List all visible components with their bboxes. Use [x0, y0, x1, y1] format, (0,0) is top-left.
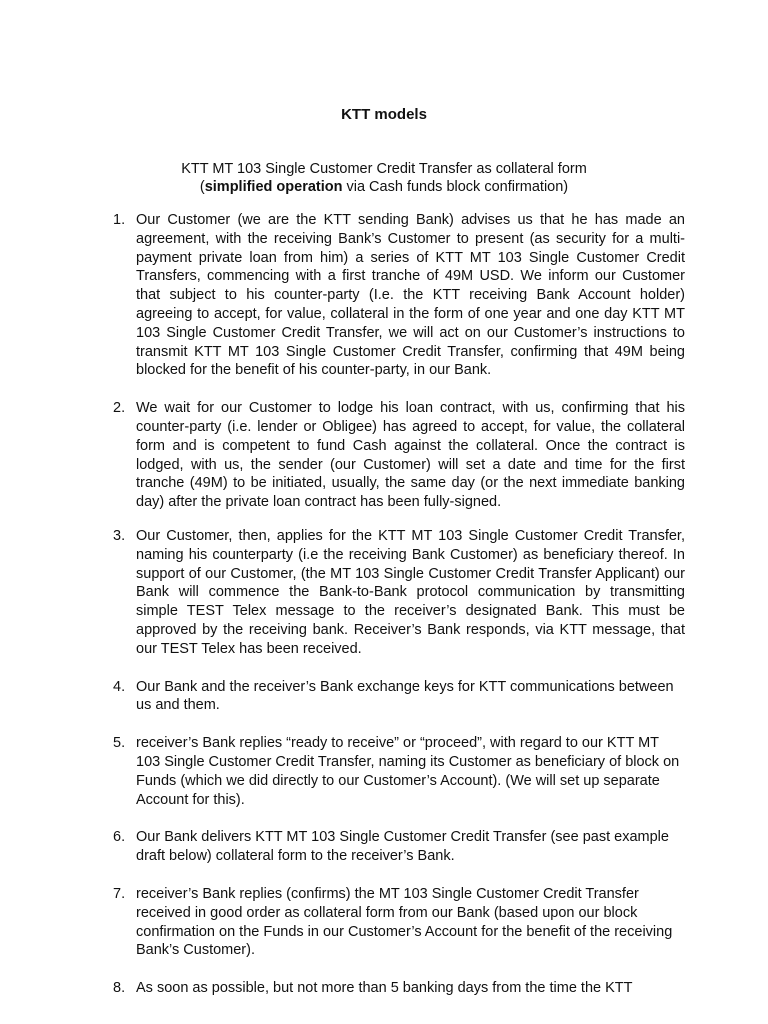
numbered-list	[0, 211, 768, 998]
subtitle-rest: via Cash funds block confirmation)	[342, 179, 569, 195]
list-item	[0, 211, 685, 380]
list-item-number: 1.	[113, 212, 126, 228]
document-title: KTT models	[341, 106, 427, 123]
list-item-text: Our Bank delivers KTT MT 103 Single Customer Credit Transfer (see past example draft below) collateral form to the receiver’s Bank.	[136, 829, 669, 865]
list-item	[0, 885, 685, 960]
list-item-text: Our Customer (we are the KTT sending Bank) advises us that he has made an agreement, with the receiving Bank’s Customer to present (as security for a multi-payment private loan from him) a series of KTT MT 103 Single Customer Credit Transfers, commencing with a first tranche of 49M USD. We inform our Customer that subject to his counter-party (I.e. the KTT receiving Bank Account holder) agreeing to accept, for value, collateral in the form of one year and one day KTT MT 103 Single Customer Credit Transfer, we will act on our Customer’s instructions to transmit KTT MT 103 Single Customer Credit Transfer, confirming that 49M being blocked for the benefit of his counter-party, in our Bank.	[136, 212, 685, 379]
subtitle-bold-text: simplified operation	[204, 179, 343, 195]
list-item-number: 2.	[113, 400, 126, 417]
document-subtitle	[0, 160, 768, 196]
list-item-text: Our Bank and the receiver’s Bank exchange keys for KTT communications between us and them.	[136, 678, 674, 714]
list-item	[0, 979, 685, 998]
list-item	[0, 828, 685, 866]
list-item	[0, 527, 685, 659]
list-item-number: 7.	[113, 885, 126, 902]
list-item-number: 5.	[113, 735, 126, 752]
list-item-number: 6.	[113, 829, 126, 846]
list-item-number: 4.	[113, 678, 126, 695]
subtitle-line-1: KTT MT 103 Single Customer Credit Transfer as collateral form	[181, 161, 587, 177]
list-item-number: 3.	[113, 527, 126, 544]
list-item-text: We wait for our Customer to lodge his loan contract, with us, confirming that his counter-party (i.e. lender or Obligee) has agreed to accept, for value, the collateral form and is competent to fund Cash against the collateral. Once the contract is lodged, with us, the sender (our Customer) will set a date and time for the first tranche (49M) to be initiated, usually, the same day (or the next immediate banking day) after the private loan contract has been fully-signed.	[136, 400, 685, 511]
list-item	[0, 399, 685, 512]
list-item	[0, 734, 685, 809]
subtitle-open-paren: (	[199, 179, 205, 195]
list-item-text: receiver’s Bank replies (confirms) the MT 103 Single Customer Credit Transfer received in good order as collateral form from our Bank (based upon our block confirmation on the Funds in our Customer’s Account for the benefit of the receiving Bank’s Customer).	[136, 885, 673, 959]
list-item-text: receiver’s Bank replies “ready to receive” or “proceed”, with regard to our KTT MT 103 Single Customer Credit Transfer, naming its Customer as beneficiary of block on Funds (which we did directly to our Customer’s Account). (We will set up separate Account for this).	[136, 735, 680, 808]
subtitle-line-2	[0, 178, 768, 196]
list-item-text: Our Customer, then, applies for the KTT MT 103 Single Customer Credit Transfer, naming his counterparty (i.e the receiving Bank Customer) as beneficiary thereof. In support of our Customer, (the MT 103 Single Customer Credit Transfer Applicant) our Bank will commence the Bank-to-Bank protocol communication by transmitting simple TEST Telex message to the receiver’s designated Bank. This must be approved by the receiving bank. Receiver’s Bank responds, via KTT message, that our TEST Telex has been received.	[136, 527, 685, 657]
list-item-text: As soon as possible, but not more than 5 banking days from the time the KTT	[136, 980, 633, 997]
list-item	[0, 678, 685, 716]
list-item-number: 8.	[113, 980, 126, 997]
